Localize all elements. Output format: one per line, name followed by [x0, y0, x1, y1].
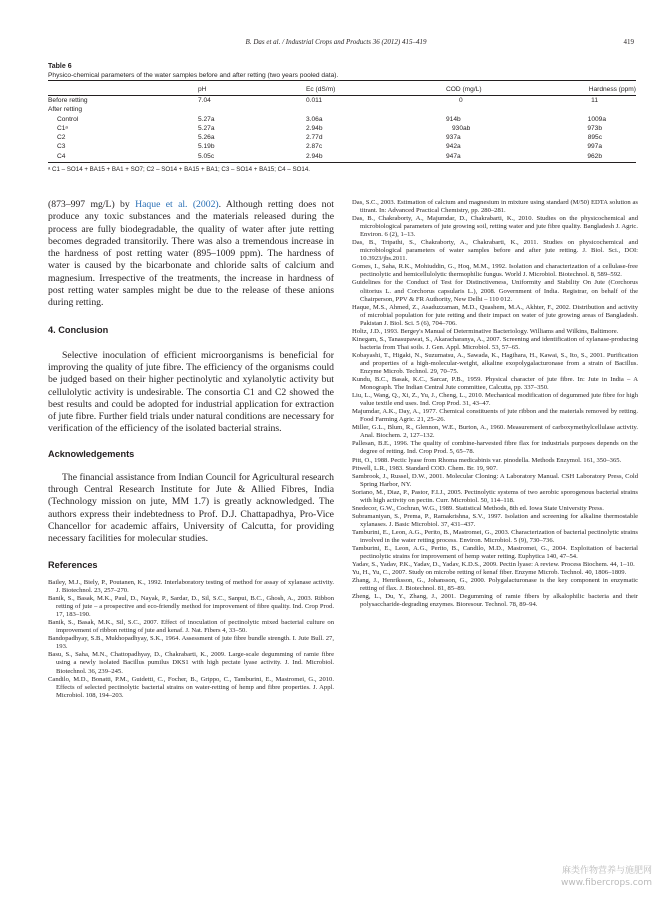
reference-item: Pallesan, B.E., 1996. The quality of combine-harvested fibre flax for industrials purposes depends on the degree of retting. Ind. Crop Prod. 5, 65–78.	[352, 440, 638, 456]
watermark-url: www.fibercrops.com	[561, 878, 652, 888]
table-cell: 5.05c	[198, 152, 215, 160]
results-text-start: (873–997 mg/L) by	[48, 199, 136, 210]
reference-item: Basu, S., Saha, M.N., Chattopadhyay, D., Chakrabarti, K., 2009. Large-scale degumming of ramie fibre using a newly isolated Bacillus pumilus DKS1 with high pectate lyase activity. J. Ind. Microbiol. Biotechnol. 36, 239–245.	[48, 651, 334, 675]
table-cell: 5.19b	[198, 143, 215, 151]
reference-item: Yadav, S., Yadav, P.K., Yadav, D., Yadav, K.D.S., 2009. Pectin lyase: A review. Process Biochem. 44, 1–10.	[352, 561, 635, 569]
table-cell: 997a	[587, 143, 602, 151]
table-row	[48, 105, 636, 114]
reference-item: Liu, L., Wang, Q., Xi, Z., Yu, J., Cheng, L., 2010. Mechanical modification of degummed jute fibre for high value textile end uses. Ind. Crop Prod. 31, 43–47.	[352, 392, 638, 408]
table-cell	[198, 105, 306, 114]
column-header: Hardness (ppm)	[588, 86, 636, 93]
reference-item: Soriano, M., Diaz, P., Pastor, F.I.J., 2005. Pectinolytic systems of two aerobic sporogenous bacterial strains with high activity on pectin. Curr. Microbiol. 50, 114–118.	[352, 488, 638, 504]
table-cell: 5.27a	[198, 124, 215, 132]
reference-item: Das, B., Chakraborty, A., Majumdar, D., Chakrabarti, K., 2010. Studies on the physicochemical and microbiological parameters of jute growing soil, retting water and jute fibre quality. Bangladesh J. Agric. Environ. 6 (2), 1–13.	[352, 215, 638, 239]
acknowledgements-paragraph: The financial assistance from Indian Council for Agricultural research through Central Research Institute for Jute & Allied Fibres, India (Technology mission on jute, MM 1.7) is greatly acknowledged. The authors express their indebtedness to Prof. D.J. Chattapadhya, Pro-Vice Chancellor for academic affairs, University of Calcutta, for providing necessary facilities for molecular studies.	[48, 471, 334, 545]
reference-item: Pitt, O., 1988. Pectic lyase from Rhoma medicabinis var. pinodella. Methods Enzymol. 161, 350–365.	[352, 456, 622, 464]
left-column	[48, 199, 334, 700]
reference-item: Bailey, M.J., Biely, P., Poutanen, K., 1992. Interlaboratory testing of method for assay of xylanase activity. J. Biotechnol. 23, 257–270.	[48, 578, 334, 594]
column-header: pH	[198, 86, 207, 93]
table-cell: Before retting	[48, 97, 88, 104]
table-cell: 1009a	[587, 115, 606, 123]
reference-item: Haque, M.S., Ahmed, Z., Asaduzzaman, M.D., Quashem, M.A., Akhter, F., 2002. Distribution and activity of microbial population for jute retting and their impact on water of jute growing areas of Bangladesh. Pakistan J. Biol. Sci. 5 (6), 704–706.	[352, 303, 638, 327]
table-cell: 942a	[446, 143, 461, 151]
table-cell: C4	[57, 152, 66, 160]
table-cell: 930ab	[452, 124, 471, 132]
table-cell: 2.94b	[306, 152, 323, 160]
table-cell: 947a	[446, 152, 461, 160]
table-label: Table 6	[48, 63, 72, 70]
table-6	[48, 62, 636, 173]
column-header	[48, 84, 198, 96]
table-cell: After retting	[48, 106, 83, 114]
running-header	[0, 38, 672, 50]
reference-item: Pitwell, L.R., 1983. Standard COD. Chem. Br. 19, 907.	[352, 464, 498, 472]
journal-citation: B. Das et al. / Industrial Crops and Products 36 (2012) 415–419	[245, 38, 427, 46]
reference-item: Snedecor, G.W., Cochran, W.G., 1989. Statistical Methods, 8th ed. Iowa State University Press.	[352, 504, 604, 512]
reference-item: Tamburini, E., Leon, A.G., Perito, B., Candilo, M.D., Mastromei, G., 2004. Exploitation of bacterial pectinolytic strains for improvement of hemp water retting. Euphytica 140, 47–54.	[352, 545, 638, 561]
conclusion-paragraph: Selective inoculation of efficient microorganisms is beneficial for improving the quality of jute fibre. The efficiency of the organisms could be judged based on their higher pectinolytic and xylanolytic activity but cellulolytic activity is undesirable. The consortia C1 and C2 showed the best results and could be adopted for industrial application for extraction of jute fibre. Further field trials under natural conditions are necessary for verification of the efficiency of the isolated bacterial strains.	[48, 349, 334, 435]
acknowledgements-heading: Acknowledgements	[48, 448, 135, 459]
reference-item: Zheng, L., Du, Y., Zhang, J., 2001. Degumming of ramie fibers by alkalophilic bacteria and their polysaccharide-degrading enzymes. Bioresour. Technol. 78, 89–94.	[352, 593, 638, 609]
table-cell: 962b	[587, 152, 602, 160]
reference-item: Banik, S., Basak, M.K., Sil, S.C., 2007. Effect of inoculation of pectinolytic mixed bacterial culture on improvement of ribbon retting of jute and kenaf. J. Nat. Fibers 4, 33–50.	[48, 619, 334, 635]
references-list-left	[48, 579, 334, 700]
reference-item: Majumdar, A.K., Day, A., 1977. Chemical constituents of jute ribbon and the materials removed by retting. Food Farming Agric. 21, 25–26.	[352, 408, 638, 424]
table-top-rule	[48, 80, 636, 81]
table-cell	[446, 105, 581, 114]
reference-item: Tamburini, E., Leon, A.G., Perito, B., Mastromei, G., 2003. Characterization of bacterial pectinolytic strains involved in the water retting process. Environ. Microbiol. 5 (9), 730–736.	[352, 528, 638, 544]
table-cell: 895c	[587, 134, 602, 142]
reference-item: Bandopadhyay, S.B., Mukhopadhyay, S.K., 1964. Assessment of jute fibre bundle strength. I. Jute Bull. 27, 193.	[48, 635, 334, 651]
table-cell: C3	[57, 143, 66, 151]
table-cell: 2.94b	[306, 124, 323, 132]
citation-link[interactable]: Haque et al. (2002)	[135, 199, 219, 210]
table-cell: C1ᵃ	[57, 124, 68, 132]
table-cell: 973b	[587, 124, 602, 132]
table-cell: Control	[57, 115, 79, 123]
table-cell	[306, 105, 446, 114]
table-cell	[581, 105, 636, 114]
table-cell: 2.77d	[306, 134, 323, 142]
table-cell: 914b	[446, 115, 461, 123]
reference-item: Das, S.C., 2003. Estimation of calcium and magnesium in mixture using standard (M/50) EDTA solution as titrant. In: Advanced Practical Chemistry, pp. 280–281.	[352, 199, 638, 215]
reference-item: Holtz, J.D., 1993. Bergey's Manual of Determinative Bacteriology. Williams and Wilkins, Baltimore.	[352, 327, 619, 335]
table-cell: C2	[57, 134, 66, 142]
references-heading: References	[48, 559, 98, 570]
reference-item: Zhang, J., Henriksson, G., Johansson, G., 2000. Polygalacturonase is the key component in enzymatic retting of flax. J. Biotechnol. 81, 85–89.	[352, 577, 638, 593]
table-cell: 2.87c	[306, 143, 323, 151]
results-paragraph	[48, 199, 334, 310]
table-bottom-rule	[48, 162, 636, 163]
reference-item: Sambrook, J., Russel, D.W., 2001. Molecular Cloning: A Laboratory Manual. CSH Laboratory Press, Cold Spring Harbor, NY.	[352, 472, 638, 488]
references-list-right	[352, 199, 638, 609]
reference-item: Yu, H., Yu, C., 2007. Study on microbe retting of kenaf fiber. Enzyme Microb. Technol. 40, 1806–1809.	[352, 569, 627, 577]
reference-item: Candilo, M.D., Bonatti, P.M., Guidetti, C., Focher, B., Grippo, C., Tamburini, E., Mastromei, G., 2010. Effects of selected pectinolytic bacterial strains on water-retting of hemp and fibre properties. J. Appl. Microbiol. 108, 194–203.	[48, 675, 334, 699]
conclusion-heading: 4. Conclusion	[48, 324, 109, 335]
table-cell: 0.011	[306, 97, 323, 104]
reference-item: Kobayashi, T., Higaki, N., Suzumatsu, A., Sawada, K., Hagihara, H., Kawai, S., Ito, S., 2001. Purification and properties of a high-molecular-weight, alkaline exopolygalacturonase from a strain of Bacillus. Enzyme Microb. Technol. 29, 70–75.	[352, 351, 638, 375]
reference-item: Banik, S., Basak, M.K., Paul, D., Nayak, P., Sardar, D., Sil, S.C., Sanpui, B.C., Ghosh, A., 2003. Ribbon retting of jute – a prospective and eco-friendly method for improvement of fibre quality. Ind. Crop Prod. 17, 183–190.	[48, 594, 334, 618]
page-number: 419	[623, 38, 634, 46]
table-cell: 5.26a	[198, 134, 215, 142]
table-cell: 0	[459, 97, 463, 104]
watermark-title: 麻类作物营养与施肥网	[561, 866, 652, 876]
table-row	[48, 152, 636, 162]
table-row	[48, 133, 636, 142]
table-footnote: ᵃ C1 – SO14 + BA15 + BA1 + SO7; C2 – SO14 + BA15 + BA1; C3 – SO14 + BA15; C4 – SO14.	[48, 166, 310, 174]
reference-item: Kundu, B.C., Basak, K.C., Sarcar, P.B., 1959. Physical character of jute fibre. In: Jute in India – A Monograph. The Indian Central Jute committee, Calcutta, pp. 337–350.	[352, 376, 638, 392]
table-row	[48, 124, 636, 133]
right-column	[352, 199, 638, 609]
table-cell: 7.04	[198, 97, 211, 104]
reference-item: Miller, G.L., Blum, R., Glennon, W.E., Burton, A., 1960. Measurement of carboxymethylcellulase activity. Anal. Biochem. 2, 127–132.	[352, 424, 638, 440]
table-row	[48, 96, 636, 106]
reference-item: Kinegam, S., Tanasupawat, S., Akaracharanya, A., 2007. Screening and identification of xylanase-producing bacteria from Thai soils. J. Gen. Appl. Microbiol. 53, 57–65.	[352, 335, 638, 351]
table-cell: 11	[591, 97, 598, 104]
table-row	[48, 142, 636, 151]
site-watermark	[561, 865, 652, 889]
table-cell: 3.06a	[306, 115, 323, 123]
table-row	[48, 115, 636, 124]
table-cell: 5.27a	[198, 115, 215, 123]
table-caption: Physico-chemical parameters of the water samples before and after retting (two years pooled data).	[48, 72, 339, 79]
column-header: Ec (dS/m)	[306, 86, 336, 93]
table-header-row	[48, 84, 636, 96]
reference-item: Guidelines for the Conduct of Test for Distinctiveness, Uniformity and Stability On Jute (Corchorus olitorius L. and Corchorus capsularis L.), 2008. Government of India. Registrar, on behalf of the Chairperson, PPV & FR Authority, New Delhi – 110 012.	[352, 279, 638, 303]
reference-item: Das, B., Tripathi, S., Chakraborty, A., Chakrabarti, K., 2011. Studies on physicochemical and microbiological parameters of water samples before and after jute retting. J. Biol. Sci., DOI: 10.3923/jbs.2011.	[352, 239, 638, 263]
table-cell: 937a	[446, 134, 461, 142]
results-text-end: . Although retting does not produce any toxic substances and the materials released during the process are fully biodegradable, the quality of water after jute retting becomes degraded transitorily. There was also a tremendous increase in the hardness of post retting water (895–1009 ppm). The hardness of water is caused by the bicarbonate and chloride salts of calcium and magnesium. Irrespective of the treatments, the increase in hardness of post retting water samples might be due to the release of these anions during retting.	[48, 199, 334, 309]
reference-item: Gomes, I., Saha, R.K., Mohiuddin, G., Hoq, M.M., 1992. Isolation and characterization of a cellulase-free pectinolytic and hemicellulolytic thermophilic fungus. World J. Microbiol. Biotechnol. 8, 589–592.	[352, 263, 638, 279]
reference-item: Subramaniyan, S., Prema, P., Ramakrishna, S.V., 1997. Isolation and screening for alkaline thermostable xylanases. J. Basic Microbiol. 37, 431–437.	[352, 512, 638, 528]
column-header: COD (mg/L)	[446, 86, 482, 93]
water-parameters-table	[48, 84, 636, 162]
